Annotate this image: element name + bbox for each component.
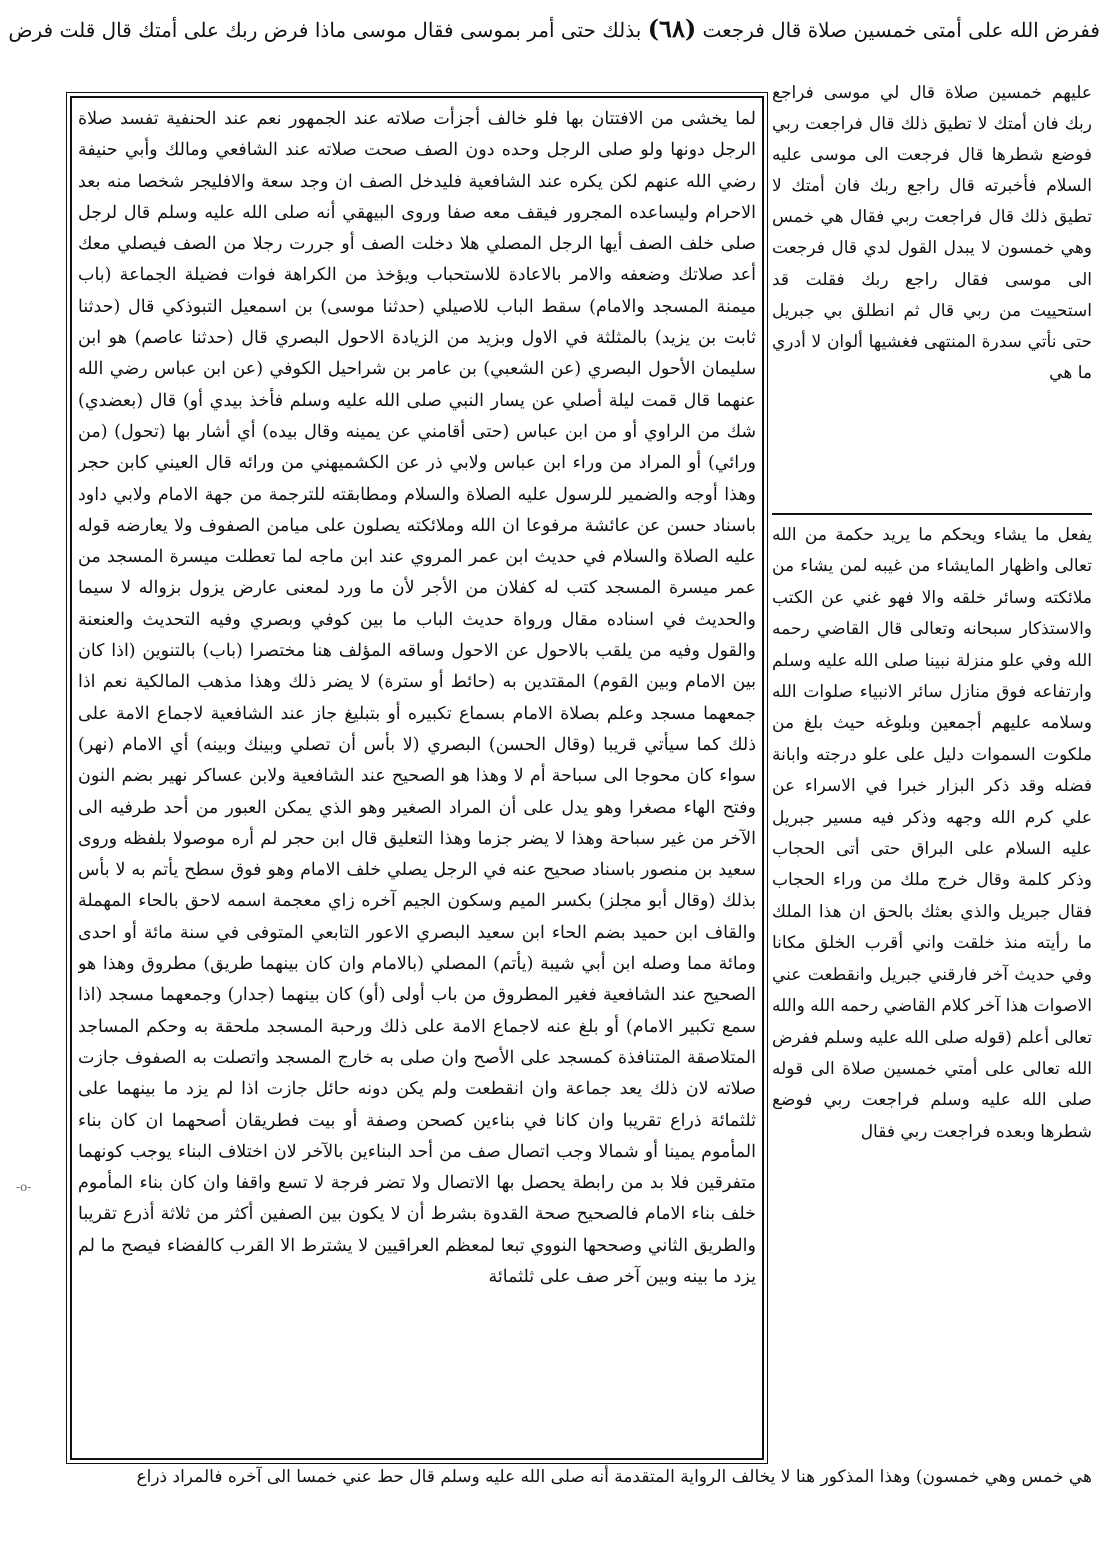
page-footer-text: هي خمس وهي خمسون) وهذا المذكور هنا لا يخالف الرواية المتقدمة أنه صلى الله عليه وسلم قال حط عني خمسا الى آخره فالمراد ذراع xyxy=(136,1467,1092,1487)
header-text-left: بذلك حتى أمر بموسى فقال موسى ماذا فرض ربك على أمتك قال قلت فرض xyxy=(8,18,642,42)
main-commentary-frame xyxy=(70,96,764,1460)
page-number: (٦٨) xyxy=(647,14,697,43)
page-header xyxy=(8,14,1100,74)
main-commentary-text: لما يخشى من الافتتان بها فلو خالف أجزأت صلاته عند الجمهور نعم عند الحنفية تفسد صلاة الرجل دونها ولو صلى الرجل وحده دون الصف صحت صلاته عند الشافعي ومالك وأبي حنيفة رضي الله عنهم لكن يكره عند الشافعية فليدخل الصف ان وجد سعة والافليجر شخصا منه بعد الاحرام وليساعده المجرور فيقف معه صفا وروى البيهقي أنه صلى الله عليه وسلم قال لرجل صلى خلف الصف أيها الرجل المصلي هلا دخلت الصف أو جررت رجلا من الصف فيصلي معك أعد صلاتك وضعفه والامر بالاعادة للاستحباب ويؤخذ من الكراهة فوات فضيلة الجماعة (باب ميمنة المسجد والامام) سقط الباب للاصيلي (حدثنا موسى) بن اسمعيل التبوذكي قال (حدثنا ثابت بن يزيد) بالمثلثة في الاول وبزيد من الزيادة الاحول البصري قال (حدثنا عاصم) هو ابن سليمان الأحول البصري (عن الشعبي) بن عامر بن شراحيل الكوفي (عن ابن عباس رضي الله عنهما قال قمت ليلة أصلي عن يسار النبي صلى الله عليه وسلم فأخذ بيدي أو) قال (بعضدي) شك من الراوي أو من ابن عباس (حتى أقامني عن يمينه وقال بيده) أي أشار بها (تحول) (من ورائي) أو المراد من وراء ابن عباس ولابي ذر عن الكشميهني من ورائه قال العيني كابن حجر وهذا أوجه والضمير للرسول عليه الصلاة والسلام ومطابقته للترجمة من جهة الامام ولابي داود باسناد حسن عن عائشة مرفوعا ان الله وملائكته يصلون على ميامن الصفوف ولا يعارضه قوله عليه الصلاة والسلام في حديث ابن عمر المروي عند ابن ماجه لما تعطلت ميسرة المسجد من عمر ميسرة المسجد كتب له كفلان من الأجر لأن ما ورد لمعنى عارض يزول بزواله لا سيما والحديث في اسناده مقال ورواة حديث الباب ما بين كوفي وبصري وفيه التحديث والعنعنة والقول وفيه من يلقب بالاحول عن الاحول وساقه المؤلف هنا مختصرا (باب) بالتنوين (اذا كان بين الامام وبين القوم) المقتدين به (حائط أو سترة) لا يضر ذلك وهذا مذهب المالكية نعم اذا جمعهما مسجد وعلم بصلاة الامام بسماع تكبيره أو بتبليغ جاز عند الشافعية لاجماع الامة على ذلك كما سيأتي قريبا (وقال الحسن) البصري (لا بأس أن تصلي وبينك وبينه) أي الامام (نهر) سواء كان محوجا الى سباحة أم لا وهذا هو الصحيح عند الشافعية ولابن عساكر نهير بضم النون وفتح الهاء مصغرا وهو يدل على أن المراد الصغير وهو الذي يمكن العبور من أحد طرفيه الى الآخر من غير سباحة وهذا لا يضر جزما وهذا التعليق قال ابن حجر لم أره موصولا بلفظه وروى سعيد بن منصور باسناد صحيح عنه في الرجل يصلي خلف الامام وهو فوق سطح يأتم به لا بأس بذلك (وقال أبو مجلز) بكسر الميم وسكون الجيم آخره زاي معجمة اسمه لاحق بالحاء المهملة والقاف ابن حميد بضم الحاء ابن سعيد البصري الاعور التابعي المتوفى في سنة مائة أو احدى ومائة مما وصله ابن أبي شيبة (يأتم) المصلي (بالامام وان كان بينهما طريق) مطروق وهذا هو الصحيح عند الشافعية فغير المطروق من باب أولى (أو) كان بينهما (جدار) وجمعهما مسجد (اذا سمع تكبير الامام) أو بلغ عنه لاجماع الامة على ذلك ورحبة المسجد ملحقة به وحكم المساجد المتلاصقة المتنافذة كمسجد على الأصح وان صلى به خارج المسجد واتصلت به الصفوف جازت صلاته لان ذلك يعد جماعة وان انقطعت ولم يكن دونه حائل جازت اذا لم يزد ما بينهما على ثلثمائة ذراع تقريبا وان كانا في بناءين كصحن وصفة أو بيت فطريقان أصحهما ان كان بناء المأموم يمينا أو شمالا وجب اتصال صف من أحد البناءين بالآخر لان اختلاف البناء يوجب كونهما متفرقين فلا بد من رابطة يحصل بها الاتصال ولا تضر فرجة لا تسع واقفا وان كان بناء المأموم خلف بناء الامام فالصحيح صحة القدوة بشرط أن لا يكون بين الصفين أكثر من ثلاثة أذرع تقريبا والطريق الثاني وصححها النووي تبعا لمعظم العراقيين لا يشترط الا القرب كالفضاء فيصح ما لم يزد ما بينه وبين آخر صف على ثلثمائة xyxy=(78,109,756,1287)
margin-text-bottom: يفعل ما يشاء ويحكم ما يريد حكمة من الله تعالى واظهار المايشاء من غيبه لمن يشاء من ملائكته وسائر خلقه والا فهو غني عن الكتب والاستذكار سبحانه وتعالى قال القاضي رحمه الله وفي علو منزلة نبينا صلى الله عليه وسلم وارتفاعه فوق منازل سائر الانبياء صلوات الله وسلامه عليهم أجمعين وبلوغه حيث بلغ من ملكوت السموات دليل على علو درجته وابانة فضله وقد ذكر البزار خبرا في الاسراء عن علي كرم الله وجهه وذكر فيه مسير جبريل عليه السلام على البراق حتى أتى الحجاب وذكر كلمة وقال خرج ملك من وراء الحجاب فقال جبريل والذي بعثك بالحق ان هذا الملك ما رأيته منذ خلقت واني أقرب الخلق مكانا وفي حديث آخر فارقني جبريل وانقطعت عني الاصوات هذا آخر كلام القاضي رحمه الله والله تعالى أعلم (قوله صلى الله عليه وسلم ففرض الله تعالى على أمتي خمسين صلاة الى قوله صلى الله عليه وسلم فراجعت ربي فوضع شطرها وبعده فراجعت ربي فقال xyxy=(772,525,1092,1142)
margin-text-top: عليهم خمسين صلاة قال لي موسى فراجع ربك فان أمتك لا تطيق ذلك قال فراجعت ربي فوضع شطرها قال فرجعت الى موسى عليه السلام فأخبرته قال راجع ربك فان أمتك لا تطيق ذلك قال فراجعت ربي فقال هي خمس وهي خمسون لا يبدل القول لدي قال فرجعت الى موسى فقال راجع ربك فقلت قد استحييت من ربي قال ثم انطلق بي جبريل حتى نأتي سدرة المنتهى فغشيها ألوان لا أدري ما هي xyxy=(772,83,1092,383)
margin-marker: -o- xyxy=(16,1180,32,1194)
header-text-right: ففرض الله على أمتى خمسين صلاة قال فرجعت xyxy=(702,18,1100,42)
margin-divider xyxy=(772,513,1092,515)
